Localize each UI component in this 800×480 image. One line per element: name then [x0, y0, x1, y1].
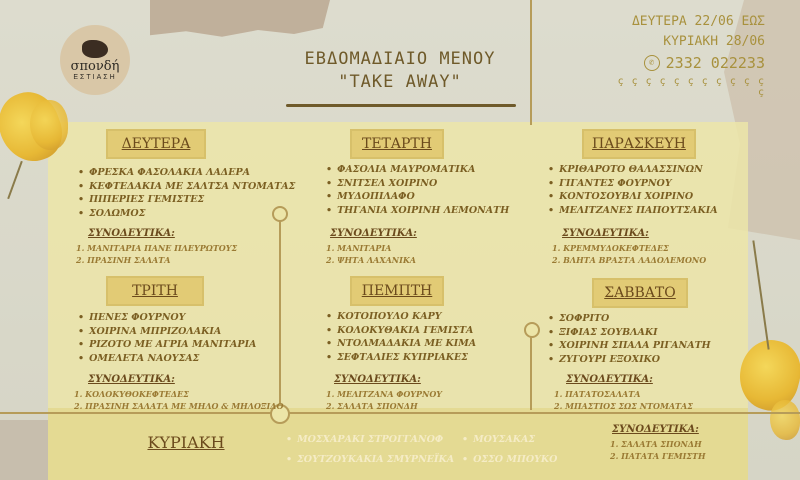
list-item: 1. ΣΑΛΑΤΑ ΣΠΟΝΔΗ — [610, 439, 702, 449]
sides-title-friday: ΣΥΝΟΔΕΥΤΙΚΑ: — [562, 228, 649, 239]
list-item: • ΠΕΝΕΣ ΦΟΥΡΝΟΥ — [78, 311, 256, 325]
sides-title-tuesday: ΣΥΝΟΔΕΥΤΙΚΑ: — [88, 374, 175, 385]
list-item: 2. ΠΡΑΣΙΝΗ ΣΑΛΑΤΑ — [76, 255, 171, 265]
list-item: • ΣΟΛΩΜΟΣ — [78, 207, 295, 221]
menu-list-monday — [78, 166, 295, 220]
title-line-2: "TAKE AWAY" — [338, 72, 462, 92]
day-label-friday: ΠΑΡΑΣΚΕΥΗ — [584, 131, 694, 157]
sides-title-wednesday: ΣΥΝΟΔΕΥΤΙΚΑ: — [330, 228, 417, 239]
list-item: 1. ΚΡΕΜΜΥΔΟΚΕΦΤΕΔΕΣ — [552, 243, 669, 253]
flower-icon — [30, 100, 68, 150]
phone-icon: ✆ — [644, 55, 660, 71]
list-item: • ΣΟΥΤΖΟΥΚΑΚΙΑ ΣΜΥΡΝΕΪΚΑ — [286, 450, 454, 470]
brand-subtitle: ΕΣΤΙΑΣΗ — [73, 73, 117, 81]
sides-list-sunday — [610, 438, 706, 462]
list-item: • ΣΕΦΤΑΛΙΕΣ ΚΥΠΡΙΑΚΕΣ — [326, 351, 476, 365]
menu-list-sunday-b — [462, 430, 557, 470]
day-label-tuesday: ΤΡΙΤΗ — [108, 278, 202, 304]
list-item: • ΚΟΝΤΟΣΟΥΒΛΙ ΧΟΙΡΙΝΟ — [548, 190, 718, 204]
ornament-dashes: ҫ ҫ ҫ ҫ ҫ ҫ ҫ ҫ ҫ ҫ ҫ ҫ — [617, 76, 765, 98]
list-item: • ΚΟΤΟΠΟΥΛΟ ΚΑΡΥ — [326, 310, 476, 324]
sides-title-sunday: ΣΥΝΟΔΕΥΤΙΚΑ: — [612, 424, 699, 435]
list-item: • ΚΕΦΤΕΔΑΚΙΑ ΜΕ ΣΑΛΤΣΑ ΝΤΟΜΑΤΑΣ — [78, 180, 295, 194]
sides-title-saturday: ΣΥΝΟΔΕΥΤΙΚΑ: — [566, 374, 653, 385]
list-item: • ΠΙΠΕΡΙΕΣ ΓΕΜΙΣΤΕΣ — [78, 193, 295, 207]
day-label-sunday: ΚΥΡΙΑΚΗ — [147, 433, 225, 452]
list-item: 2. ΠΡΑΣΙΝΗ ΣΑΛΑΤΑ ΜΕ ΜΗΛΟ & ΜΗΛΟΞΙΔΟ — [74, 401, 284, 411]
sides-list-saturday — [554, 388, 693, 412]
flower-icon — [770, 400, 800, 440]
list-item: • ΖΥΓΟΥΡΙ ΕΞΟΧΙΚΟ — [548, 353, 711, 367]
list-item: 1. ΜΑΝΙΤΑΡΙΑ ΠΑΝΕ ΠΛΕΥΡΩΤΟΥΣ — [76, 243, 238, 253]
menu-list-thursday — [326, 310, 476, 364]
list-item: • ΡΙΖΟΤΟ ΜΕ ΑΓΡΙΑ ΜΑΝΙΤΑΡΙΑ — [78, 338, 256, 352]
list-item: • ΜΟΣΧΑΡΑΚΙ ΣΤΡΟΓΓΑΝΟΦ — [286, 430, 454, 450]
menu-list-sunday-a — [286, 430, 454, 470]
divider-line — [530, 0, 532, 125]
list-item: • ΦΡΕΣΚΑ ΦΑΣΟΛΑΚΙΑ ΛΑΔΕΡΑ — [78, 166, 295, 180]
day-label-wednesday: ΤΕΤΑΡΤΗ — [352, 131, 442, 157]
brand-name: σπονδή — [70, 58, 120, 74]
date-from: ΔΕΥΤΕΡΑ 22/06 ΕΩΣ — [631, 14, 765, 29]
menu-list-tuesday — [78, 311, 256, 365]
date-to: ΚΥΡΙΑΚΗ 28/06 — [663, 34, 765, 49]
list-item: • ΟΜΕΛΕΤΑ ΝΑΟΥΣΑΣ — [78, 352, 256, 366]
list-item: 1. ΜΑΝΙΤΑΡΙΑ — [326, 243, 392, 253]
list-item: • ΟΣΣΟ ΜΠΟΥΚΟ — [462, 450, 557, 470]
phone-contact[interactable] — [620, 54, 765, 72]
day-label-saturday: ΣΑΒΒΑΤΟ — [594, 280, 686, 306]
list-item: • ΚΟΛΟΚΥΘΑΚΙΑ ΓΕΜΙΣΤΑ — [326, 324, 476, 338]
list-item: 2. ΠΑΤΑΤΑ ΓΕΜΙΣΤΗ — [610, 451, 706, 461]
sides-title-monday: ΣΥΝΟΔΕΥΤΙΚΑ: — [88, 228, 175, 239]
logo-figure-icon — [82, 40, 108, 58]
list-item: 1. ΠΑΤΑΤΟΣΑΛΑΤΑ — [554, 389, 641, 399]
list-item: • ΝΤΟΛΜΑΔΑΚΙΑ ΜΕ ΚΙΜΑ — [326, 337, 476, 351]
menu-list-friday — [548, 163, 718, 217]
list-item: 2. ΨΗΤΑ ΛΑΧΑΝΙΚΑ — [326, 255, 416, 265]
day-label-thursday: ΠΕΜΠΤΗ — [352, 278, 442, 304]
list-item: 2. ΣΑΛΑΤΑ ΣΠΟΝΔΗ — [326, 401, 418, 411]
list-item: • ΦΑΣΟΛΙΑ ΜΑΥΡΟΜΑΤΙΚΑ — [326, 163, 509, 177]
list-item: • ΜΟΥΣΑΚΑΣ — [462, 430, 557, 450]
date-range — [600, 12, 765, 52]
menu-list-wednesday — [326, 163, 509, 217]
brand-logo — [60, 25, 130, 95]
list-item: • ΞΙΦΙΑΣ ΣΟΥΒΛΑΚΙ — [548, 326, 711, 340]
sides-list-friday — [552, 242, 706, 266]
list-item: • ΧΟΙΡΙΝΑ ΜΠΡΙΖΟΛΑΚΙΑ — [78, 325, 256, 339]
sides-title-thursday: ΣΥΝΟΔΕΥΤΙΚΑ: — [334, 374, 421, 385]
list-item: • ΜΕΛΙΤΖΑΝΕΣ ΠΑΠΟΥΤΣΑΚΙΑ — [548, 204, 718, 218]
page-title — [280, 48, 520, 94]
menu-list-saturday — [548, 312, 711, 366]
list-item: • ΓΙΓΑΝΤΕΣ ΦΟΥΡΝΟΥ — [548, 177, 718, 191]
list-item: • ΤΗΓΑΝΙΑ ΧΟΙΡΙΝΗ ΛΕΜΟΝΑΤΗ — [326, 204, 509, 218]
title-line-1: ΕΒΔΟΜΑΔΙΑΙΟ ΜΕΝΟΥ — [304, 49, 496, 69]
list-item: • ΣΝΙΤΣΕΛ ΧΟΙΡΙΝΟ — [326, 177, 509, 191]
list-item: • ΚΡΙΘΑΡΟΤΟ ΘΑΛΑΣΣΙΝΩΝ — [548, 163, 718, 177]
sides-list-wednesday — [326, 242, 416, 266]
phone-number: 2332 022233 — [665, 54, 765, 72]
list-item: 1. ΚΟΛΟΚΥΘΟΚΕΦΤΕΔΕΣ — [74, 389, 189, 399]
day-label-monday: ΔΕΥΤΕΡΑ — [108, 131, 204, 157]
list-item: 1. ΜΕΛΙΤΖΑΝΑ ΦΟΥΡΝΟΥ — [326, 389, 442, 399]
sides-list-monday — [76, 242, 237, 266]
sides-list-tuesday — [74, 388, 283, 412]
title-underline — [286, 104, 516, 107]
list-item: 2. ΒΛΗΤΑ ΒΡΑΣΤΑ ΛΑΔΟΛΕΜΟΝΟ — [552, 255, 707, 265]
divider-line — [530, 330, 532, 410]
list-item: 2. ΜΠΑΣΤΙΟΣ ΣΩΣ ΝΤΟΜΑΤΑΣ — [554, 401, 693, 411]
list-item: • ΜΥΔΟΠΙΛΑΦΟ — [326, 190, 509, 204]
ring-ornament — [524, 322, 540, 338]
list-item: • ΧΟΙΡΙΝΗ ΣΠΑΛΑ ΡΙΓΑΝΑΤΗ — [548, 339, 711, 353]
divider-line — [0, 412, 800, 414]
sides-list-thursday — [326, 388, 442, 412]
list-item: • ΣΟΦΡΙΤΟ — [548, 312, 711, 326]
divider-line — [279, 212, 281, 412]
